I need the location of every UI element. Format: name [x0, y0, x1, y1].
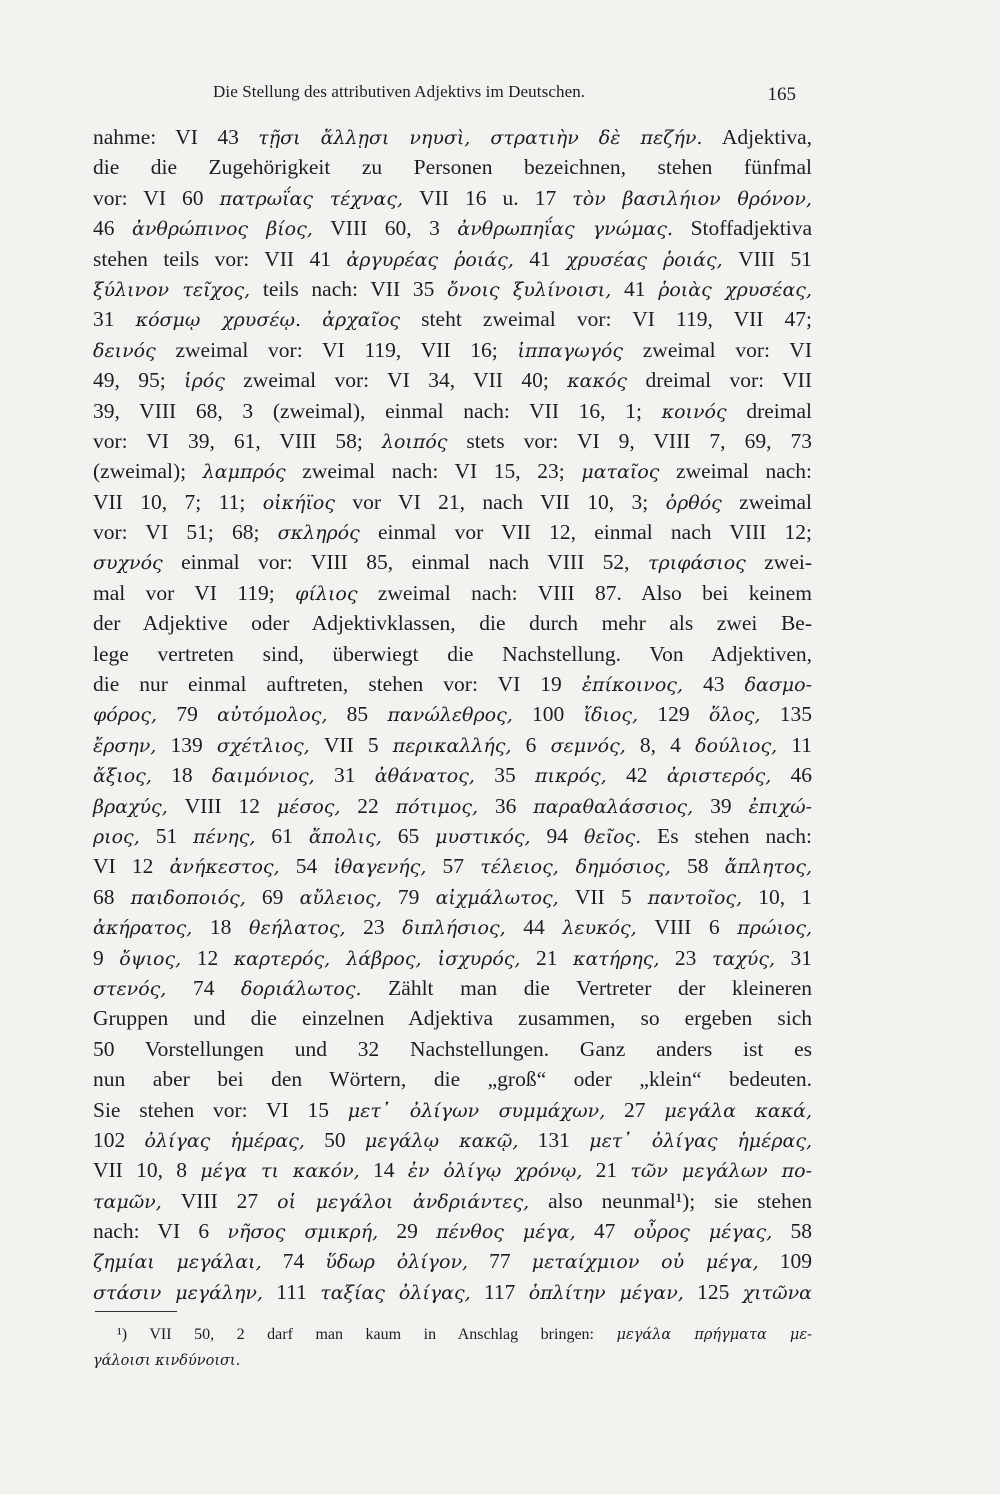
text-segment: einmal vor VII 12, einmal nach VIII 12;: [359, 520, 812, 545]
greek-quote: μεγάλα κακά,: [664, 1099, 813, 1122]
text-segment: 39: [693, 793, 749, 818]
text-segment: 8, 4: [625, 732, 696, 757]
greek-quote: ἀνθρωπηΐας γνώμας.: [457, 218, 674, 241]
greek-quote: συχνός: [93, 552, 163, 575]
greek-quote: αἰχμάλωτος,: [435, 886, 559, 909]
greek-quote: κοινός: [661, 400, 727, 423]
greek-quote: χρυσέας ῥοιάς,: [566, 248, 723, 271]
text-segment: 79: [381, 884, 436, 909]
greek-quote: ὁπλίτην μέγαν,: [528, 1281, 684, 1304]
body-text: [93, 122, 812, 1307]
greek-quote: ἐν ὀλίγῳ χρόνῳ,: [407, 1160, 583, 1183]
greek-quote: τῇσι ἄλλῃσι νηυσὶ, στρατιὴν δὲ πεζήν.: [258, 127, 703, 149]
text-segment: zweimal: [721, 489, 813, 514]
text-segment: zweimal vor: VI 119, VII 16;: [155, 337, 518, 362]
text-segment: Zählt man die Vertreter der kleineren: [361, 975, 812, 1000]
text-line: [93, 973, 812, 1003]
text-segment: 54: [279, 854, 334, 879]
text-segment: 39, VIII 68, 3 (zweimal), einmal nach: VII 16, 1;: [93, 398, 662, 423]
text-segment: zwei-: [745, 550, 813, 575]
greek-quote: μετ᾽ ὀλίγας ἡμέρας,: [589, 1129, 813, 1152]
text-segment: 21: [520, 945, 573, 970]
greek-quote: λευκός,: [562, 917, 637, 940]
text-line: [93, 608, 812, 638]
greek-quote: ἄπλητος,: [724, 856, 812, 879]
greek-quote: παντοῖος,: [647, 886, 743, 909]
greek-quote: ὄνοις ξυλίνοισι,: [447, 278, 612, 301]
greek-quote: πένης,: [193, 825, 256, 848]
text-segment: der Adjektive oder Adjektivklassen, die durch mehr als zwei Be-: [93, 611, 812, 636]
greek-quote: ἴδιος,: [583, 704, 639, 727]
greek-quote: ἄξιος,: [93, 765, 152, 788]
greek-quote: ἀργυρέας ῥοιάς,: [346, 248, 514, 271]
greek-quote: οὖρος μέγας,: [633, 1221, 773, 1244]
greek-quote: ταχύς,: [711, 947, 776, 970]
text-line: [93, 335, 812, 365]
text-segment: zweimal nach:: [659, 459, 813, 484]
greek-quote: στενός,: [93, 977, 167, 1000]
text-segment: 31: [93, 307, 136, 332]
text-segment: 102: [93, 1127, 145, 1152]
greek-quote: βραχύς,: [93, 795, 168, 818]
text-segment: 58: [772, 1219, 813, 1244]
text-segment: steht zweimal vor: VI 119, VII 47;: [400, 307, 813, 332]
text-segment: nun aber bei den Wörtern, die „groß“ oder „klein“ bedeuten.: [93, 1067, 812, 1092]
text-segment: 14: [359, 1158, 408, 1183]
text-line: [93, 1246, 812, 1276]
text-line: [93, 760, 812, 790]
text-line: [93, 274, 812, 304]
text-line: [93, 943, 812, 973]
footnote-rule: [95, 1311, 177, 1312]
text-line: [93, 730, 812, 760]
greek-quote: πένθος μέγα,: [436, 1221, 576, 1244]
text-line: [93, 1095, 812, 1125]
text-segment: also neunmal¹); sie stehen: [529, 1188, 812, 1213]
text-segment: die nur einmal auftreten, stehen vor: VI 19: [93, 672, 582, 697]
text-segment: Adjektiva,: [702, 125, 812, 149]
text-segment: die die Zugehörigkeit zu Personen bezeichnen, stehen fünfmal: [93, 155, 812, 180]
text-segment: 31: [314, 763, 375, 788]
text-segment: einmal vor: VIII 85, einmal nach VIII 52,: [162, 550, 649, 575]
text-line: [93, 851, 812, 881]
text-segment: VIII 60, 3: [312, 216, 458, 241]
greek-quote: οἱ μεγάλοι ἀνδριάντες,: [277, 1190, 530, 1213]
greek-quote: ριος,: [93, 825, 140, 848]
greek-quote: τὸν βασιλήιον θρόνον,: [572, 187, 812, 210]
greek-quote: αὔλειος,: [299, 886, 382, 909]
text-line: [93, 517, 812, 547]
greek-quote: τῶν μεγάλων πο-: [630, 1160, 813, 1183]
greek-quote: ἀνήκεστος,: [169, 856, 280, 879]
text-segment: 9: [93, 945, 120, 970]
greek-quote: τέλειος, δημόσιος,: [480, 856, 671, 879]
greek-quote: ἀνθρώπινος βίος,: [132, 218, 313, 241]
greek-quote: ἱρός: [184, 370, 225, 393]
text-segment: 58: [670, 854, 725, 879]
text-line: [93, 396, 812, 426]
text-segment: VII 10, 8: [93, 1158, 201, 1183]
text-line: [93, 699, 812, 729]
greek-quote: πατρωΐας τέχνας,: [219, 187, 404, 210]
text-segment: 29: [378, 1219, 437, 1244]
text-segment: Es stehen nach:: [641, 823, 813, 848]
text-segment: zweimal nach: VIII 87. Also bei keinem: [357, 580, 813, 605]
text-segment: 85: [327, 702, 388, 727]
text-line: [93, 365, 812, 395]
text-segment: VIII 51: [722, 246, 812, 271]
greek-quote: παραθαλάσσιος,: [533, 795, 694, 818]
greek-quote: μέγα τι κακόν,: [200, 1160, 360, 1183]
greek-quote: κόσμῳ χρυσέῳ.: [135, 309, 302, 332]
text-segment: 50: [304, 1127, 365, 1152]
footnote-line: [93, 1322, 812, 1348]
text-segment: 41: [513, 246, 567, 271]
greek-quote: ἀθάνατος,: [374, 765, 475, 788]
text-line: [93, 1216, 812, 1246]
text-segment: 22: [340, 793, 396, 818]
text-line: [93, 639, 812, 669]
text-segment: 131: [518, 1127, 590, 1152]
text-segment: 69: [245, 884, 300, 909]
text-segment: VIII 27: [161, 1188, 278, 1213]
text-line: [93, 213, 812, 243]
greek-quote: ταμῶν,: [93, 1190, 162, 1213]
footnote: [93, 1322, 812, 1374]
greek-quote: δοριάλωτος.: [241, 977, 362, 1000]
greek-quote: φόρος,: [93, 704, 158, 727]
text-line: [93, 821, 812, 851]
text-segment: 41: [611, 276, 659, 301]
text-segment: 6: [511, 732, 551, 757]
text-line: [93, 1034, 812, 1064]
greek-quote: νῆσος σμικρή,: [227, 1221, 379, 1244]
text-segment: 36: [478, 793, 534, 818]
greek-quote: οἰκήϊος: [262, 491, 335, 514]
text-segment: 65: [381, 823, 436, 848]
text-line: [93, 1155, 812, 1185]
greek-quote: λαμπρός: [202, 461, 286, 484]
text-line: [93, 882, 812, 912]
text-segment: 44: [505, 915, 563, 940]
greek-quote: πρώιος,: [737, 917, 813, 940]
greek-quote: στάσιν μεγάλην,: [93, 1281, 263, 1304]
greek-quote: μεταίχμιον οὐ μέγα,: [531, 1251, 759, 1274]
greek-quote: σεμνός,: [550, 734, 626, 757]
text-segment: 129: [638, 702, 709, 727]
text-segment: 100: [512, 702, 584, 727]
text-segment: 31: [775, 945, 813, 970]
text-segment: VI 12: [93, 854, 170, 879]
text-segment: 18: [192, 915, 250, 940]
greek-quote: ματαῖος: [581, 461, 660, 484]
text-segment: 51: [139, 823, 194, 848]
greek-quote: ἐπιχώ-: [748, 795, 813, 818]
text-segment: (zweimal);: [93, 459, 203, 484]
greek-quote: ὅλος,: [708, 704, 761, 727]
text-segment: 43: [682, 672, 745, 697]
greek-quote: θεήλατος,: [249, 917, 346, 940]
greek-quote: ὀλίγας ἡμέρας,: [144, 1129, 305, 1152]
text-segment: 11: [777, 732, 812, 757]
greek-quote: ἱππαγωγός: [517, 339, 623, 362]
text-segment: vor: VI 39, 61, VIII 58;: [93, 428, 382, 453]
text-line: [93, 244, 812, 274]
greek-quote: δασμο-: [744, 674, 813, 697]
text-segment: Sie stehen vor: VI 15: [93, 1097, 348, 1122]
text-line: [93, 912, 812, 942]
text-segment: stehen teils vor: VII 41: [93, 246, 347, 271]
text-segment: 139: [156, 732, 217, 757]
text-segment: 68: [93, 884, 131, 909]
text-segment: zweimal vor: VI 34, VII 40;: [224, 368, 568, 393]
greek-quote: ἀρχαῖος: [322, 309, 401, 332]
greek-quote: μετ᾽ ὀλίγων συμμάχων,: [347, 1099, 606, 1122]
greek-quote: ὀρθός: [665, 491, 722, 514]
text-segment: 47: [575, 1219, 634, 1244]
text-segment: zweimal vor: VI: [623, 337, 812, 362]
text-line: [93, 669, 812, 699]
text-segment: 50 Vorstellungen und 32 Nachstellungen. Ganz anders ist es: [93, 1036, 812, 1061]
text-segment: teils nach: VII 35: [250, 276, 448, 301]
greek-quote: ἀκήρατος,: [93, 917, 193, 940]
greek-quote: πανώλεθρος,: [387, 704, 513, 727]
greek-quote: ἰθαγενής,: [333, 856, 427, 879]
greek-quote: φίλιος: [295, 582, 358, 605]
text-segment: 79: [157, 702, 218, 727]
text-line: [93, 791, 812, 821]
greek-quote: πότιμος,: [395, 795, 479, 818]
text-segment: nach: VI 6: [93, 1219, 228, 1244]
text-segment: nahme: VI 43: [93, 125, 259, 149]
text-segment: 46: [771, 763, 813, 788]
greek-quote: μυστικός,: [435, 825, 531, 848]
text-line: [93, 547, 812, 577]
greek-quote: λοιπός: [381, 430, 448, 453]
text-line: [93, 1277, 812, 1307]
text-line: [93, 487, 812, 517]
greek-quote: χιτῶνα: [742, 1281, 813, 1304]
text-segment: Gruppen und die einzelnen Adjektiva zusammen, so ergeben sich: [93, 1006, 812, 1031]
greek-quote: ἐπίκοινος,: [581, 674, 683, 697]
text-line: [93, 426, 812, 456]
text-line: [93, 1125, 812, 1155]
text-segment: 135: [760, 702, 813, 727]
text-line: [93, 1186, 812, 1216]
text-segment: 109: [758, 1249, 813, 1274]
text-segment: VII 16 u. 17: [403, 185, 573, 210]
greek-quote: δαιμόνιος,: [212, 765, 315, 788]
text-segment: lege vertreten sind, überwiegt die Nachstellung. Von Adjektiven,: [93, 641, 812, 666]
text-segment: VII 10, 7; 11;: [93, 489, 263, 514]
text-segment: 27: [605, 1097, 665, 1122]
text-segment: 23: [345, 915, 403, 940]
text-line: [93, 122, 812, 152]
greek-quote: ὄψιος,: [119, 947, 182, 970]
text-line: [93, 304, 812, 334]
text-segment: 46: [93, 216, 132, 241]
text-line: [93, 152, 812, 182]
greek-quote: καρτερός, λάβρος, ἰσχυρός,: [233, 947, 521, 970]
text-segment: 21: [582, 1158, 631, 1183]
greek-quote: κακός: [567, 370, 628, 393]
text-segment: VIII 12: [167, 793, 277, 818]
text-segment: 94: [530, 823, 584, 848]
greek-quote: μεγάλῳ κακῷ,: [364, 1129, 519, 1152]
text-segment: 77: [468, 1249, 532, 1274]
footnote-line: [93, 1348, 812, 1374]
text-segment: 125: [683, 1279, 743, 1304]
greek-quote: ταξίας ὀλίγας,: [320, 1281, 471, 1304]
greek-quote: ῥοιὰς χρυσέας,: [658, 278, 812, 301]
greek-quote: ἔρσην,: [93, 734, 157, 757]
text-segment: 111: [262, 1279, 321, 1304]
greek-quote: ξύλινον τεῖχος,: [93, 278, 251, 301]
greek-quote: δούλιος,: [695, 734, 778, 757]
text-segment: 49, 95;: [93, 368, 185, 393]
greek-quote: δεινός: [93, 339, 156, 362]
text-segment: 61: [255, 823, 309, 848]
text-segment: 74: [166, 975, 242, 1000]
greek-quote: περικαλλής,: [392, 734, 512, 757]
text-segment: VIII 6: [636, 915, 738, 940]
greek-quote: σχέτλιος,: [216, 734, 310, 757]
greek-quote: τριφάσιος: [648, 552, 746, 575]
page-number: 165: [767, 84, 796, 105]
text-segment: Stoffadjektiva: [673, 216, 812, 241]
greek-quote: παιδοποιός,: [130, 886, 246, 909]
greek-quote: μεγάλα πρήγματα με-: [616, 1327, 812, 1343]
greek-quote: θεῖος.: [583, 825, 642, 848]
text-segment: dreimal: [726, 398, 812, 423]
greek-quote: αὐτόμολος,: [217, 704, 328, 727]
text-segment: 10, 1: [742, 884, 813, 909]
text-segment: dreimal vor: VII: [627, 368, 812, 393]
text-segment: vor VI 21, nach VII 10, 3;: [334, 489, 666, 514]
greek-quote: ἀριστερός,: [666, 765, 772, 788]
greek-quote: σκληρός: [277, 522, 360, 545]
text-segment: 18: [151, 763, 212, 788]
running-title: Die Stellung des attributiven Adjektivs im Deutschen.: [213, 82, 586, 101]
text-line: [93, 456, 812, 486]
text-segment: VII 5: [558, 884, 648, 909]
running-header: [93, 82, 812, 108]
text-segment: 117: [470, 1279, 529, 1304]
text-segment: 23: [659, 945, 712, 970]
text-segment: 42: [606, 763, 667, 788]
text-line: [93, 183, 812, 213]
text-segment: 35: [474, 763, 536, 788]
greek-quote: πικρός,: [535, 765, 607, 788]
text-segment: mal vor VI 119;: [93, 580, 296, 605]
text-segment: vor: VI 60: [93, 185, 220, 210]
text-segment: VII 5: [309, 732, 393, 757]
text-segment: zweimal nach: VI 15, 23;: [285, 459, 582, 484]
text-line: [93, 1064, 812, 1094]
text-segment: stets vor: VI 9, VIII 7, 69, 73: [447, 428, 812, 453]
text-segment: 57: [426, 854, 481, 879]
text-segment: ¹) VII 50, 2 darf man kaum in Anschlag bringen:: [117, 1326, 617, 1343]
text-line: [93, 1003, 812, 1033]
greek-quote: διπλήσιος,: [402, 917, 506, 940]
greek-quote: μέσος,: [276, 795, 341, 818]
greek-quote: ἄπολις,: [308, 825, 382, 848]
text-segment: [301, 307, 322, 331]
text-segment: vor: VI 51; 68;: [93, 520, 278, 545]
greek-quote: ὕδωρ ὀλίγον,: [325, 1251, 469, 1274]
greek-quote: ζημίαι μεγάλαι,: [93, 1251, 262, 1274]
text-line: [93, 578, 812, 608]
greek-quote: κατήρης,: [572, 947, 660, 970]
text-segment: 12: [181, 945, 234, 970]
text-segment: 74: [261, 1249, 326, 1274]
greek-quote: γάλοισι κινδύνοισι.: [93, 1353, 241, 1369]
